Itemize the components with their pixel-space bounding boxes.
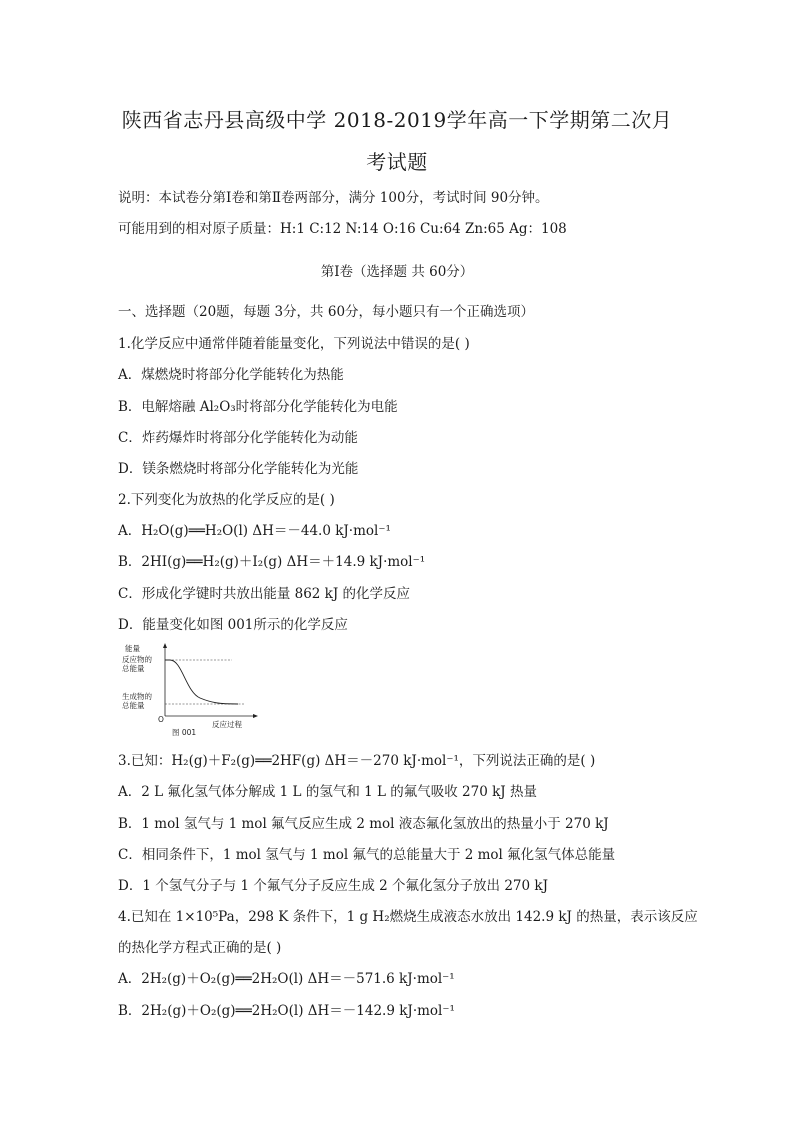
reactant-label-2: 总能量 — [122, 664, 145, 673]
question-1-option-d: D．镁条燃烧时将部分化学能转化为光能 — [118, 461, 359, 477]
section-title: 第Ⅰ卷（选择题 共 60分） — [320, 264, 474, 280]
question-1-option-a: A．煤燃烧时将部分化学能转化为热能 — [118, 367, 344, 383]
reactant-label-1: 反应物的 — [122, 655, 152, 664]
question-1-stem: 1.化学反应中通常伴随着能量变化，下列说法中错误的是( ) — [118, 336, 470, 352]
atomic-masses: 可能用到的相对原子质量：H:1 C:12 N:14 O:16 Cu:64 Zn:65 Ag：108 — [118, 221, 567, 237]
question-3-option-c: C．相同条件下，1 mol 氢气与 1 mol 氟气的总能量大于 2 mol 氟化氢气体总能量 — [118, 847, 616, 863]
question-1-option-b: B．电解熔融 Al₂O₃时将部分化学能转化为电能 — [118, 399, 398, 415]
energy-curve — [165, 660, 238, 704]
question-2-option-a: A．H₂O(g)══H₂O(l) ΔH＝－44.0 kJ·mol⁻¹ — [118, 523, 391, 539]
question-4-stem-line1: 4.已知在 1×10⁵Pa，298 K 条件下，1 g H₂燃烧生成液态水放出 142.9 kJ 的热量，表示该反应 — [118, 909, 698, 925]
question-3-stem: 3.已知：H₂(g)＋F₂(g)══2HF(g) ΔH＝－270 kJ·mol⁻¹，下列说法正确的是( ) — [118, 753, 596, 769]
y-axis-arrow-icon — [163, 643, 167, 648]
question-4-option-a: A．2H₂(g)＋O₂(g)══2H₂O(l) ΔH＝－571.6 kJ·mol⁻¹ — [118, 971, 455, 987]
x-axis-label: 反应过程 — [212, 720, 242, 729]
instructions-note: 说明：本试卷分第Ⅰ卷和第Ⅱ卷两部分，满分 100分，考试时间 90分钟。 — [118, 190, 549, 206]
exam-title-line1: 陕西省志丹县高级中学 2018-2019学年高一下学期第二次月 — [121, 108, 673, 132]
question-4-stem-line2: 的热化学方程式正确的是( ) — [118, 940, 282, 956]
energy-diagram-figure — [120, 642, 270, 738]
question-2-option-c: C．形成化学键时共放出能量 862 kJ 的化学反应 — [118, 586, 411, 602]
question-2-option-d: D．能量变化如图 001所示的化学反应 — [118, 617, 348, 633]
part-header: 一、选择题（20题，每题 3分，共 60分，每小题只有一个正确选项） — [118, 304, 535, 320]
x-axis-arrow-icon — [253, 714, 258, 718]
question-1-option-c: C．炸药爆炸时将部分化学能转化为动能 — [118, 430, 358, 446]
question-2-option-b: B．2HI(g)══H₂(g)＋I₂(g) ΔH＝＋14.9 kJ·mol⁻¹ — [118, 554, 426, 570]
question-3-option-b: B．1 mol 氢气与 1 mol 氟气反应生成 2 mol 液态氟化氢放出的热量小于 270 kJ — [118, 816, 609, 832]
y-axis-label: 能量 — [125, 644, 140, 653]
question-3-option-a: A．2 L 氟化氢气体分解成 1 L 的氢气和 1 L 的氟气吸收 270 kJ 热量 — [118, 784, 537, 800]
question-4-option-b: B．2H₂(g)＋O₂(g)══2H₂O(l) ΔH＝－142.9 kJ·mol⁻¹ — [118, 1003, 455, 1019]
product-label-1: 生成物的 — [122, 692, 152, 701]
exam-title-line2: 考试题 — [366, 150, 428, 174]
question-2-stem: 2.下列变化为放热的化学反应的是( ) — [118, 492, 335, 508]
origin-label: O — [158, 715, 164, 724]
figure-caption: 图 001 — [172, 728, 197, 737]
product-label-2: 总能量 — [122, 701, 145, 710]
question-3-option-d: D．1 个氢气分子与 1 个氟气分子反应生成 2 个氟化氢分子放出 270 kJ — [118, 878, 548, 894]
